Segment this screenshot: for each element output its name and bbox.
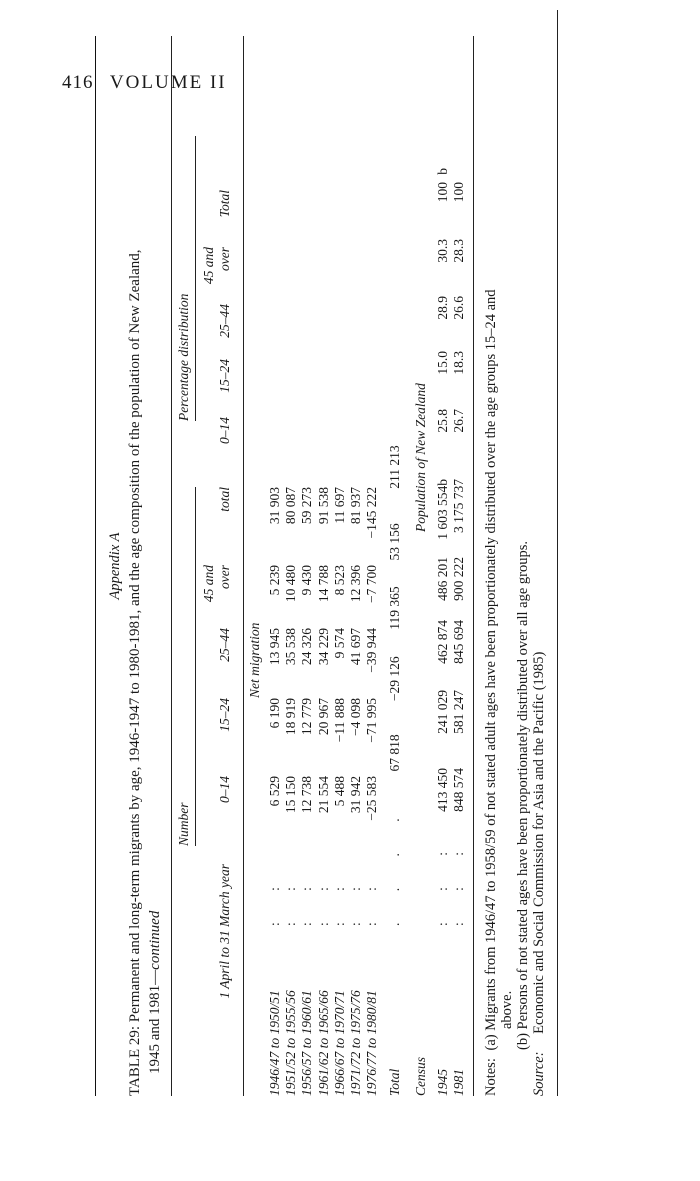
cell-15-24: 20 967: [315, 698, 331, 736]
cell-0-14: 12 738: [299, 776, 315, 814]
cell-total: 91 538: [315, 487, 331, 525]
top-rule: [95, 36, 96, 1096]
total-45-over: 53 156: [387, 523, 402, 561]
bottom-rule: [557, 10, 558, 1096]
cell-note-marker: [451, 168, 467, 182]
cell-pct-25-44: 26.6: [451, 295, 467, 320]
cell-45-over: 10 480: [283, 565, 299, 603]
cell-15-24: −71 995: [364, 698, 380, 743]
cell-25-44: −39 944: [364, 628, 380, 673]
table-row: [316, 487, 332, 1096]
row-dots: : :: [364, 873, 380, 926]
row-dots: : : :: [451, 837, 467, 926]
cell-pct-45-over: 30.3: [435, 238, 450, 263]
cell-0-14: 413 450: [435, 767, 450, 812]
col-45-over-line2: over: [217, 565, 232, 589]
col-15-24: 15–24: [217, 698, 232, 732]
volume-title: VOLUME II: [109, 72, 227, 93]
table-caption-line2: [147, 911, 164, 1074]
cell-total: 80 087: [283, 487, 299, 525]
cell-15-24: −4 098: [348, 698, 364, 736]
row-label: 1946/47 to 1950/51: [267, 990, 282, 1096]
total-label: Total: [387, 1068, 402, 1096]
cell-25-44: 41 697: [348, 628, 364, 666]
cell-0-14: 21 554: [315, 776, 331, 814]
cell-total: 1 603 554b: [435, 478, 450, 540]
cell-25-44: 845 694: [451, 619, 467, 664]
cell-0-14: 5 488: [331, 776, 347, 807]
cell-total: −145 222: [364, 487, 380, 539]
table-row: [267, 487, 283, 1096]
row-label: 1971/72 to 1975/76: [348, 990, 364, 1096]
cell-pct-15-24: 18.3: [451, 350, 467, 375]
cell-pct-0-14: 26.7: [451, 408, 467, 433]
group-number-underline: [195, 487, 196, 846]
row-dots: : :: [283, 873, 299, 926]
cell-45-over: 486 201: [435, 556, 450, 601]
total-15-24: −29 126: [387, 656, 402, 702]
row-dots: : :: [299, 873, 315, 926]
net-migration-table: [267, 487, 380, 1096]
cell-15-24: 6 190: [267, 698, 282, 729]
cell-total: 81 937: [348, 487, 364, 525]
census-year: 1981: [451, 1069, 467, 1096]
table-row: [332, 487, 348, 1096]
cell-25-44: 35 538: [283, 628, 299, 666]
col-pct-45-over: [201, 247, 233, 304]
cell-total: 59 273: [299, 487, 315, 525]
source-text: Economic and Social Commission for Asia and the Pacific (1985): [531, 651, 547, 1034]
caption-years: 1945 and 1981—: [147, 969, 163, 1074]
cell-45-over: −7 700: [364, 565, 380, 603]
census-row: [435, 168, 451, 1096]
cell-45-over: 900 222: [451, 556, 467, 601]
row-label: 1951/52 to 1955/56: [283, 990, 299, 1096]
caption-rule: [171, 36, 172, 1096]
cell-total: 11 697: [331, 487, 347, 524]
table-row: [348, 487, 364, 1096]
note-a: [483, 36, 499, 1096]
row-dots: : :: [348, 873, 364, 926]
census-row: [451, 168, 467, 1096]
table-row: [364, 487, 380, 1096]
cell-0-14: 31 942: [348, 776, 364, 814]
cell-0-14: 6 529: [267, 776, 282, 807]
appendix-title: Appendix A: [107, 532, 123, 600]
source-line: [531, 36, 547, 1096]
cell-25-44: 462 874: [435, 619, 450, 664]
caption-continued: continued: [147, 910, 163, 970]
note-b: (b) Persons of not stated ages have been proportionately distributed over all age groups.: [515, 541, 531, 1050]
cell-15-24: 18 919: [283, 698, 299, 736]
cell-25-44: 9 574: [331, 628, 347, 659]
total-dots: . . . .: [387, 804, 402, 926]
total-0-14: 67 818: [387, 734, 402, 772]
cell-25-44: 34 229: [315, 628, 331, 666]
census-rows: [435, 168, 467, 1096]
row-label: 1966/67 to 1970/71: [331, 990, 347, 1096]
cell-45-over: 12 396: [348, 565, 364, 603]
total-total: 211 213: [387, 445, 402, 489]
header-rule: [243, 36, 244, 1096]
cell-15-24: 241 029: [435, 689, 450, 734]
cell-15-24: −11 888: [331, 698, 347, 743]
col-45-over-line1: 45 and: [201, 565, 216, 603]
cell-pct-total: 100: [451, 181, 467, 203]
col-pct-0-14: 0–14: [217, 417, 232, 444]
section-population: Population of New Zealand: [413, 383, 428, 532]
cell-25-44: 13 945: [267, 628, 282, 666]
note-a-line2: above.: [499, 990, 515, 1029]
page-number: 416: [62, 72, 94, 93]
cell-15-24: 12 779: [299, 698, 315, 736]
source-label: Source:: [531, 1051, 547, 1096]
total-25-44: 119 365: [387, 586, 402, 630]
rotated-table-page: [95, 36, 670, 1096]
cell-25-44: 24 326: [299, 628, 315, 666]
col-25-44: 25–44: [217, 628, 232, 662]
cell-0-14: −25 583: [364, 776, 380, 821]
group-percentage-header: Percentage distribution: [176, 293, 191, 421]
row-label: 1956/57 to 1960/61: [299, 990, 315, 1096]
note-a-line1: (a) Migrants from 1946/47 to 1958/59 of not stated adult ages have been proportionately distributed over the age groups 15–24 and: [483, 289, 499, 1051]
total-row: [387, 445, 403, 1096]
col-pct-45-over-line2: over: [217, 247, 232, 271]
table-bottom-rule: [473, 36, 474, 1096]
table-caption: TABLE 29: Permanent and long-term migrants by age, 1946-1947 to 1980-1981, and the age composition of the population of New Zealand,: [127, 249, 143, 1096]
row-dots: : :: [331, 873, 347, 926]
cell-pct-total: 100: [435, 181, 450, 203]
cell-0-14: 848 574: [451, 767, 467, 812]
cell-pct-25-44: 28.9: [435, 295, 450, 320]
row-label: 1961/62 to 1965/66: [315, 990, 331, 1096]
stub-header: 1 April to 31 March year: [217, 864, 232, 999]
col-pct-total: Total: [217, 190, 232, 218]
total-table: [387, 445, 403, 1096]
table-row: [299, 487, 315, 1096]
row-dots: : :: [315, 873, 331, 926]
col-45-over: [201, 565, 233, 628]
section-net-migration: Net migration: [247, 622, 262, 698]
cell-note-marker: b: [435, 167, 450, 175]
col-0-14: 0–14: [217, 776, 232, 803]
col-pct-15-24: 15–24: [217, 359, 232, 393]
col-pct-45-over-line1: 45 and: [201, 247, 216, 285]
cell-45-over: 14 788: [315, 565, 331, 603]
col-pct-25-44: 25–44: [217, 304, 232, 338]
census-table: [435, 168, 467, 1096]
group-percentage-underline: [195, 136, 196, 421]
col-total-number: total: [217, 487, 232, 512]
cell-45-over: 5 239: [267, 565, 282, 596]
table-row: [283, 487, 299, 1096]
cell-45-over: 8 523: [331, 565, 347, 596]
cell-45-over: 9 430: [299, 565, 315, 596]
cell-total: 31 903: [267, 487, 282, 525]
cell-pct-15-24: 15.0: [435, 350, 450, 375]
net-migration-rows: [267, 487, 380, 1096]
census-label: Census: [413, 1056, 428, 1096]
census-year: 1945: [435, 1069, 450, 1096]
cell-total: 3 175 737: [451, 478, 467, 533]
cell-15-24: 581 247: [451, 689, 467, 734]
cell-0-14: 15 150: [283, 776, 299, 814]
row-dots: : :: [267, 873, 282, 926]
notes-block: [483, 36, 547, 1096]
row-dots: : : :: [435, 837, 450, 926]
row-label: 1976/77 to 1980/81: [364, 990, 380, 1096]
group-number-header: Number: [176, 802, 191, 846]
cell-pct-0-14: 25.8: [435, 408, 450, 433]
cell-pct-45-over: 28.3: [451, 238, 467, 263]
notes-label: Notes:: [483, 1058, 499, 1096]
